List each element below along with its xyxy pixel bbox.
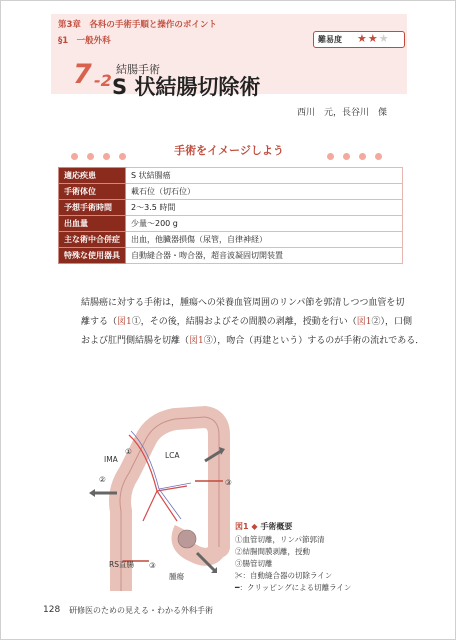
chapter-subnumber: -2	[94, 71, 112, 90]
page-number: 128	[43, 605, 61, 615]
decorative-dots-right	[327, 145, 391, 164]
figure-label-3-upper: ③	[225, 478, 232, 487]
table-row	[59, 216, 403, 232]
caption-line: ①血管切離，リンパ節郭清	[235, 535, 325, 544]
page-subtitle: 結腸手術	[116, 63, 160, 76]
caption-line: ━：クリッピングによる切離ライン	[235, 583, 352, 592]
caption-line: ③腸管切離	[235, 559, 273, 568]
difficulty-label: 難易度	[318, 35, 342, 44]
table-row	[59, 168, 403, 184]
body-line: 離する（図1①，その後，結腸およびその間膜の剥離，授動を行い（図1②），口側	[81, 317, 413, 327]
caption-line: ✂：自動縫合器の切除ライン	[235, 571, 333, 580]
surgery-info-table	[58, 167, 403, 264]
table-key: 主な術中合併症	[59, 232, 126, 248]
authors: 西川 元，長谷川 傑	[297, 108, 388, 118]
surgical-illustration	[87, 401, 237, 591]
image-section-title: 手術をイメージしよう	[174, 144, 284, 157]
figure-reference-link[interactable]: 図1	[189, 336, 204, 346]
body-paragraph	[81, 294, 425, 351]
image-section-header	[51, 141, 407, 159]
table-key: 適応疾患	[59, 168, 126, 184]
table-row	[59, 184, 403, 200]
table-key: 予想手術時間	[59, 200, 126, 216]
table-key: 手術体位	[59, 184, 126, 200]
chapter-number: 7	[73, 59, 92, 90]
figure-caption	[235, 521, 385, 594]
table-value: 自動縫合器・吻合器，超音波凝固切開装置	[126, 248, 403, 264]
table-value: 少量～200 g	[126, 216, 403, 232]
table-value: 2～3.5 時間	[126, 200, 403, 216]
table-value: 載石位（切石位）	[126, 184, 403, 200]
star-filled-icon: ★	[367, 32, 379, 45]
figure-label-rs: RS直腸	[109, 560, 134, 569]
difficulty-stars	[357, 32, 390, 45]
figure-caption-title: 図1 ◆ 手術概要	[235, 522, 293, 531]
figure-label-2: ②	[99, 475, 106, 484]
table-row	[59, 232, 403, 248]
figure-label-3-lower: ③	[149, 561, 156, 570]
body-line: および肛門側結腸を切離（図1③），吻合（再建という）するのが手術の流れである．	[81, 336, 425, 346]
table-value: S 状結腸癌	[126, 168, 403, 184]
tumor-mass	[178, 530, 196, 548]
table-key: 出血量	[59, 216, 126, 232]
book-title: 研修医のための見える・わかる外科手術	[69, 606, 213, 615]
table-row	[59, 248, 403, 264]
star-empty-icon: ★	[378, 32, 390, 45]
table-key: 特殊な使用器具	[59, 248, 126, 264]
figure-label-tumor: 腫瘍	[169, 572, 184, 581]
figure-label-lca: LCA	[165, 451, 180, 460]
table-value: 出血，他臓器損傷（尿管，自律神経）	[126, 232, 403, 248]
figure-label-1: ①	[125, 447, 132, 456]
body-line: 結腸癌に対する手術は，腫瘍への栄養血管周囲のリンパ節を郭清しつつ血管を切	[81, 298, 405, 308]
chapter-heading: 第3章 各科の手術手順と操作のポイント	[58, 20, 217, 30]
star-filled-icon: ★	[357, 32, 368, 45]
table-row	[59, 200, 403, 216]
caption-line: ②結腸間膜剥離，授動	[235, 547, 310, 556]
figure-label-ima: IMA	[104, 455, 118, 464]
section-heading: §1 一般外科	[58, 36, 111, 46]
figure-reference-link[interactable]: 図1	[117, 317, 132, 327]
difficulty-badge	[313, 31, 405, 48]
figure-reference-link[interactable]: 図1	[356, 317, 372, 327]
page-title: S 状結腸切除術	[112, 75, 261, 99]
